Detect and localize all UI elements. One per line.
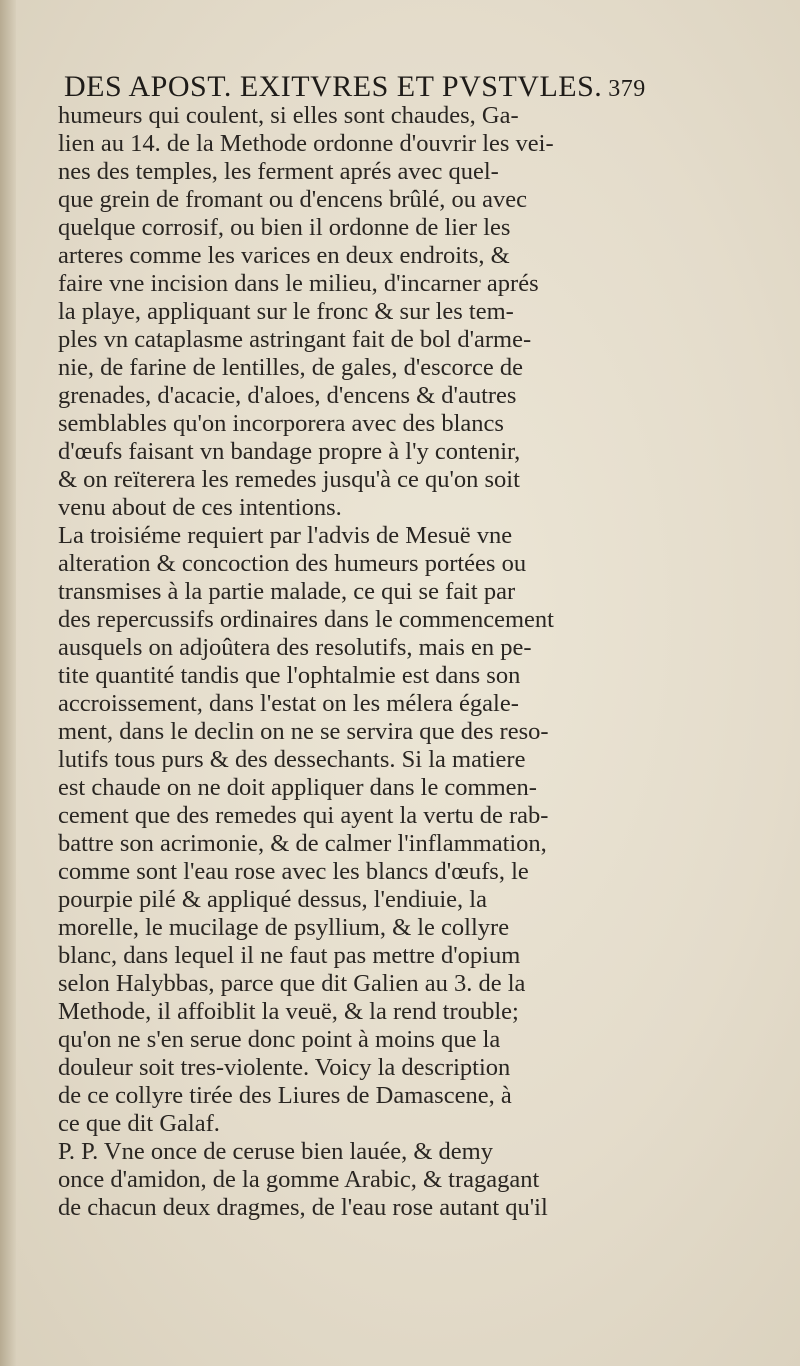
- text-line: cement que des remedes qui ayent la vertu de rab-: [58, 802, 549, 829]
- text-line: selon Halybbas, parce que dit Galien au 3. de la: [58, 970, 526, 997]
- text-line: lutifs tous purs & des dessechants. Si la matiere: [58, 746, 526, 773]
- text-line: blanc, dans lequel il ne faut pas mettre d'opium: [58, 942, 521, 969]
- text-line: de ce collyre tirée des Liures de Damascene, à: [58, 1082, 512, 1109]
- text-line: la playe, appliquant sur le fronc & sur les tem-: [58, 298, 514, 325]
- text-line: pourpie pilé & appliqué dessus, l'endiuie, la: [58, 886, 487, 913]
- text-line: morelle, le mucilage de psyllium, & le collyre: [58, 914, 510, 941]
- text-line: arteres comme les varices en deux endroits, &: [58, 242, 510, 269]
- text-line: ples vn cataplasme astringant fait de bol d'arme-: [58, 326, 532, 353]
- text-line: P. P. Vne once de ceruse bien lauée, & demy: [58, 1138, 493, 1165]
- page-number: 379: [608, 76, 646, 102]
- body-text: [58, 102, 658, 1222]
- text-line: douleur soit tres-violente. Voicy la description: [58, 1054, 511, 1081]
- text-line: nie, de farine de lentilles, de gales, d'escorce de: [58, 354, 523, 381]
- text-line: nes des temples, les ferment aprés avec quel-: [58, 158, 499, 185]
- text-line: venu about de ces intentions.: [58, 494, 342, 521]
- text-line: d'œufs faisant vn bandage propre à l'y contenir,: [58, 438, 521, 465]
- text-line: comme sont l'eau rose avec les blancs d'œufs, le: [58, 858, 529, 885]
- text-line: transmises à la partie malade, ce qui se fait par: [58, 578, 516, 605]
- text-line: que grein de fromant ou d'encens brûlé, ou avec: [58, 186, 528, 213]
- text-line: grenades, d'acacie, d'aloes, d'encens & d'autres: [58, 382, 517, 409]
- text-line: ment, dans le declin on ne se servira que des reso-: [58, 718, 549, 745]
- text-line: accroissement, dans l'estat on les mélera égale-: [58, 690, 519, 717]
- text-line: tite quantité tandis que l'ophtalmie est dans son: [58, 662, 521, 689]
- running-title: DES APOST. EXITVRES ET PVSTVLES.: [64, 70, 603, 103]
- text-line: semblables qu'on incorporera avec des blancs: [58, 410, 504, 437]
- running-header: [64, 70, 664, 104]
- text-line: lien au 14. de la Methode ordonne d'ouvrir les vei-: [58, 130, 554, 157]
- binding-gutter: [0, 0, 16, 1366]
- text-line: humeurs qui coulent, si elles sont chaudes, Ga-: [58, 102, 519, 129]
- text-line: de chacun deux dragmes, de l'eau rose autant qu'il: [58, 1194, 548, 1221]
- text-line: Methode, il affoiblit la veuë, & la rend trouble;: [58, 998, 519, 1025]
- text-line: & on reïterera les remedes jusqu'à ce qu'on soit: [58, 466, 520, 493]
- text-line: ce que dit Galaf.: [58, 1110, 220, 1137]
- text-line: qu'on ne s'en serue donc point à moins que la: [58, 1026, 501, 1053]
- text-line: ausquels on adjoûtera des resolutifs, mais en pe-: [58, 634, 532, 661]
- text-line: La troisiéme requiert par l'advis de Mesuë vne: [58, 522, 513, 549]
- text-line: faire vne incision dans le milieu, d'incarner aprés: [58, 270, 539, 297]
- text-line: once d'amidon, de la gomme Arabic, & tragagant: [58, 1166, 540, 1193]
- text-line: battre son acrimonie, & de calmer l'inflammation,: [58, 830, 547, 857]
- text-line: alteration & concoction des humeurs portées ou: [58, 550, 527, 577]
- text-line: des repercussifs ordinaires dans le commencement: [58, 606, 554, 633]
- text-line: est chaude on ne doit appliquer dans le commen-: [58, 774, 537, 801]
- text-line: quelque corrosif, ou bien il ordonne de lier les: [58, 214, 511, 241]
